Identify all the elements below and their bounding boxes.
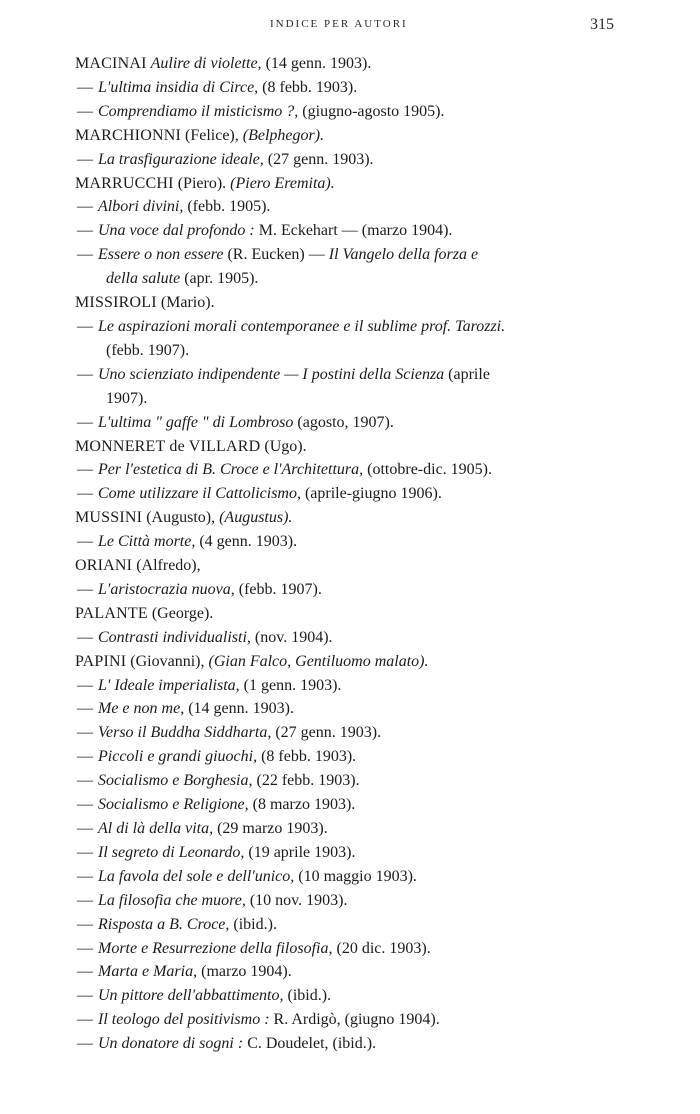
em-dash-marker: — [77,963,93,981]
work-title-continued: della salute [106,270,181,288]
entry-date: R. Ardigò, (giugno 1904). [273,1011,440,1029]
work-entry [0,865,622,889]
work-title: Contrasti individualisti, [98,628,251,646]
entry-date: (marzo 1904). [201,963,292,981]
entry-date: (29 marzo 1903). [217,820,328,837]
em-dash-marker: — [77,867,93,885]
entry-date: (8 marzo 1903). [252,796,356,814]
entry-date-continued: 1907). [106,389,148,407]
work-entry [0,243,622,291]
header-title: INDICE PER AUTORI [270,18,408,30]
entry-date: (14 genn. 1903). [188,700,294,718]
page-number: 315 [590,16,614,33]
work-title: Come utilizzare il Cattolicismo, [98,485,301,503]
work-title: Essere o non essere [98,246,224,264]
entry-date-continued: (apr. 1905). [184,270,259,288]
entry-date: (ibid.). [287,987,332,1005]
author-name: MARCHIONNI [75,126,181,144]
work-title: La filosofia che muore, [98,891,246,909]
author-name: PAPINI [75,652,127,670]
em-dash-marker: — [77,78,93,96]
entry-date: M. Eckehart — (marzo 1904). [258,222,453,240]
work-title-secondary: Il Vangelo della forza e [328,246,479,264]
work-entry [0,411,622,435]
work-entry [0,1032,622,1056]
running-head [0,16,700,36]
work-title: Una voce dal profondo : [98,222,255,240]
author-index-list [0,52,700,1056]
em-dash-marker: — [77,198,93,216]
entry-date: (19 aprile 1903). [248,843,356,861]
em-dash-marker: — [77,748,93,766]
em-dash-marker: — [77,628,93,646]
author-given-name: (Mario). [160,294,215,312]
work-title: Uno scienziato indipendente — I postini della Scienza [98,365,445,383]
work-entry [0,76,622,100]
em-dash-marker: — [77,246,93,264]
entry-date: (agosto, 1907). [297,413,394,431]
author-name: MONNERET de VILLARD [75,437,261,455]
author-given-name: (Augusto), [146,509,216,527]
em-dash-marker: — [77,222,93,240]
work-title: Piccoli e grandi giuochi, [98,748,258,766]
work-title: L'ultima insidia di Circe, [98,78,259,96]
work-entry [0,913,622,937]
em-dash-marker: — [77,915,93,933]
em-dash-marker: — [77,724,93,742]
entry-date: (ibid.). [233,915,277,933]
em-dash-marker: — [77,580,93,598]
entry-date: (aprile-giugno 1906). [304,485,442,503]
work-entry [0,195,622,219]
work-entry [0,626,622,650]
em-dash-marker: — [77,676,93,694]
author-given-name: (George). [151,604,214,622]
work-title: La trasfigurazione ideale, [98,150,264,168]
work-title: Albori divini, [98,198,184,216]
em-dash-marker: — [77,891,93,909]
em-dash-marker: — [77,485,93,503]
author-given-name: (Felice), [185,126,239,144]
work-entry [0,482,622,506]
em-dash-marker: — [77,1011,93,1029]
author-entry [0,52,620,76]
work-entry [0,721,622,745]
work-title: L'aristocrazia nuova, [98,580,235,598]
work-entry [0,841,622,865]
author-name: MACINAI [75,55,147,72]
work-entry [0,530,622,554]
work-title: Socialismo e Religione, [98,796,249,814]
work-entry [0,363,622,411]
work-title: Il teologo del positivismo : [98,1011,270,1029]
author-entry [0,506,620,530]
work-entry [0,578,622,602]
work-entry [0,219,622,243]
em-dash-marker: — [77,150,93,168]
entry-date: (febb. 1905). [187,198,271,216]
entry-date: (febb. 1907). [238,580,322,598]
work-entry [0,315,622,363]
work-title: Me e non me, [98,700,185,718]
author-name: ORIANI [75,557,133,575]
work-title: L' Ideale imperialista, [98,676,240,694]
em-dash-marker: — [77,796,93,814]
entry-date: (R. Eucken) — [227,246,325,264]
work-title: Le aspirazioni morali contemporanee e il sublime prof. Tarozzi. [98,317,506,335]
work-title: Socialismo e Borghesia, [98,772,253,790]
work-entry [0,745,622,769]
work-title: Morte e Resurrezione della filosofia, [98,939,333,957]
work-title: Il segreto di Leonardo, [98,843,245,861]
author-name: PALANTE [75,604,148,622]
work-entry [0,674,622,698]
work-entry [0,937,622,961]
em-dash-marker: — [77,1035,93,1053]
entry-date: (10 maggio 1903). [298,867,417,885]
entry-date: (giugno-agosto 1905). [302,102,445,120]
work-entry [0,458,622,482]
author-name: MUSSINI [75,509,143,527]
author-entry [0,435,620,459]
author-pseudonym: (Augustus). [219,509,293,527]
entry-date: (1 genn. 1903). [243,676,342,694]
entry-date: (27 genn. 1903). [275,724,382,742]
work-entry [0,817,622,841]
work-title: La favola del sole e dell'unico, [98,867,295,885]
entry-date: (aprile [448,365,490,383]
entry-date: (8 febb. 1903). [261,748,357,766]
author-pseudonym: (Piero Eremita). [230,174,335,192]
em-dash-marker: — [77,820,93,837]
em-dash-marker: — [77,939,93,957]
work-title: Un pittore dell'abbattimento, [98,987,284,1005]
entry-date: (14 genn. 1903). [265,55,372,72]
author-name: MARRUCCHI [75,174,174,192]
author-given-name: (Alfredo), [136,557,201,575]
work-entry [0,148,622,172]
em-dash-marker: — [77,413,93,431]
entry-continuation [77,339,622,363]
entry-date-continued: (febb. 1907). [106,341,190,359]
author-entry [0,602,620,626]
work-entry [0,960,622,984]
em-dash-marker: — [77,461,93,479]
work-entry [0,984,622,1008]
work-entry [0,697,622,721]
author-given-name: (Piero). [177,174,227,192]
entry-date: C. Doudelet, (ibid.). [247,1035,377,1053]
work-entry [0,769,622,793]
author-entry [0,124,620,148]
author-entry [0,650,620,674]
em-dash-marker: — [77,365,93,383]
em-dash-marker: — [77,843,93,861]
author-pseudonym: (Gian Falco, Gentiluomo malato). [208,652,429,670]
entry-date: (27 genn. 1903). [267,150,374,168]
entry-date: (4 genn. 1903). [199,533,298,551]
em-dash-marker: — [77,772,93,790]
work-title: L'ultima " gaffe " di Lombroso [98,413,294,431]
work-title: Al di là della vita, [98,820,214,837]
work-title: Le Città morte, [98,533,196,551]
author-pseudonym: (Belphegor). [242,126,325,144]
work-title: Un donatore di sogni : [98,1035,244,1053]
entry-date: (8 febb. 1903). [262,78,358,96]
author-given-name: (Ugo). [264,437,307,455]
work-title: Marta e Maria, [98,963,198,981]
em-dash-marker: — [77,317,93,335]
em-dash-marker: — [77,987,93,1005]
work-title: Per l'estetica di B. Croce e l'Architettura, [98,461,364,479]
author-pseudonym: Aulire di violette, [150,55,262,72]
entry-date: (nov. 1904). [254,628,333,646]
entry-date: (10 nov. 1903). [249,891,348,909]
work-entry [0,793,622,817]
em-dash-marker: — [77,700,93,718]
work-title: Verso il Buddha Siddharta, [98,724,272,742]
work-title: Comprendiamo il misticismo ?, [98,102,299,120]
entry-date: (22 febb. 1903). [256,772,360,790]
em-dash-marker: — [77,533,93,551]
work-title: Risposta a B. Croce, [98,915,230,933]
entry-continuation [77,267,622,291]
author-given-name: (Giovanni), [130,652,205,670]
author-entry [0,291,620,315]
author-name: MISSIROLI [75,294,157,312]
em-dash-marker: — [77,102,93,120]
entry-date: (ottobre-dic. 1905). [367,461,493,479]
entry-continuation [77,387,622,411]
author-entry [0,172,620,196]
author-entry [0,554,620,578]
work-entry [0,889,622,913]
entry-date: (20 dic. 1903). [336,939,431,957]
work-entry [0,1008,622,1032]
work-entry [0,100,622,124]
